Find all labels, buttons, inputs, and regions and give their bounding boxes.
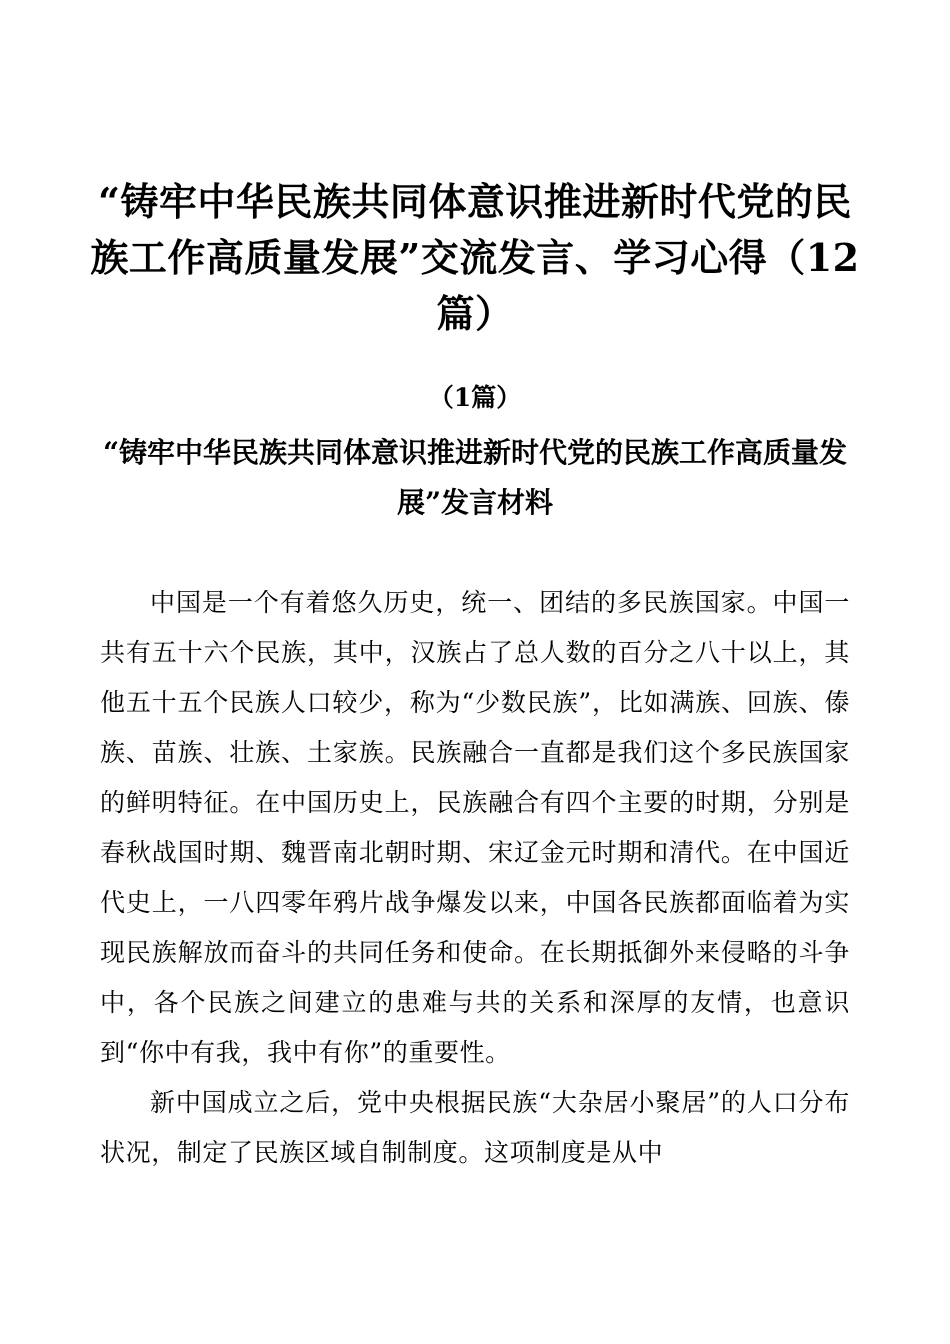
section-number-label: （1篇） (428, 383, 522, 412)
body-paragraph: 中国是一个有着悠久历史，统一、团结的多民族国家。中国一共有五十六个民族，其中，汉族占了总人数的百分之八十以上，其他五十五个民族人口较少，称为“少数民族”，比如满族、回族、傣族、苗族、壮族、土家族。民族融合一直都是我们这个多民族国家的鲜明特征。在中国历史上，民族融合有四个主要的时期，分别是春秋战国时期、魏晋南北朝时期、宋辽金元时期和清代。在中国近代史上，一八四零年鸦片战争爆发以来，中国各民族都面临着为实现民族解放而奋斗的共同任务和使命。在长期抵御外来侵略的斗争中，各个民族之间建立的患难与共的关系和深厚的友情，也意识到“你中有我，我中有你”的重要性。 (100, 588, 850, 1067)
section-title: “铸牢中华民族共同体意识推进新时代党的民族工作高质量发展”发言材料 (102, 436, 848, 519)
document-body (100, 578, 850, 1178)
document-main-title: “铸牢中华民族共同体意识推进新时代党的民族工作高质量发展”交流发言、学习心得（12篇） (90, 179, 860, 336)
body-paragraph: 新中国成立之后，党中央根据民族“大杂居小聚居”的人口分布状况，制定了民族区域自制制度。这项制度是从中 (100, 1088, 850, 1167)
